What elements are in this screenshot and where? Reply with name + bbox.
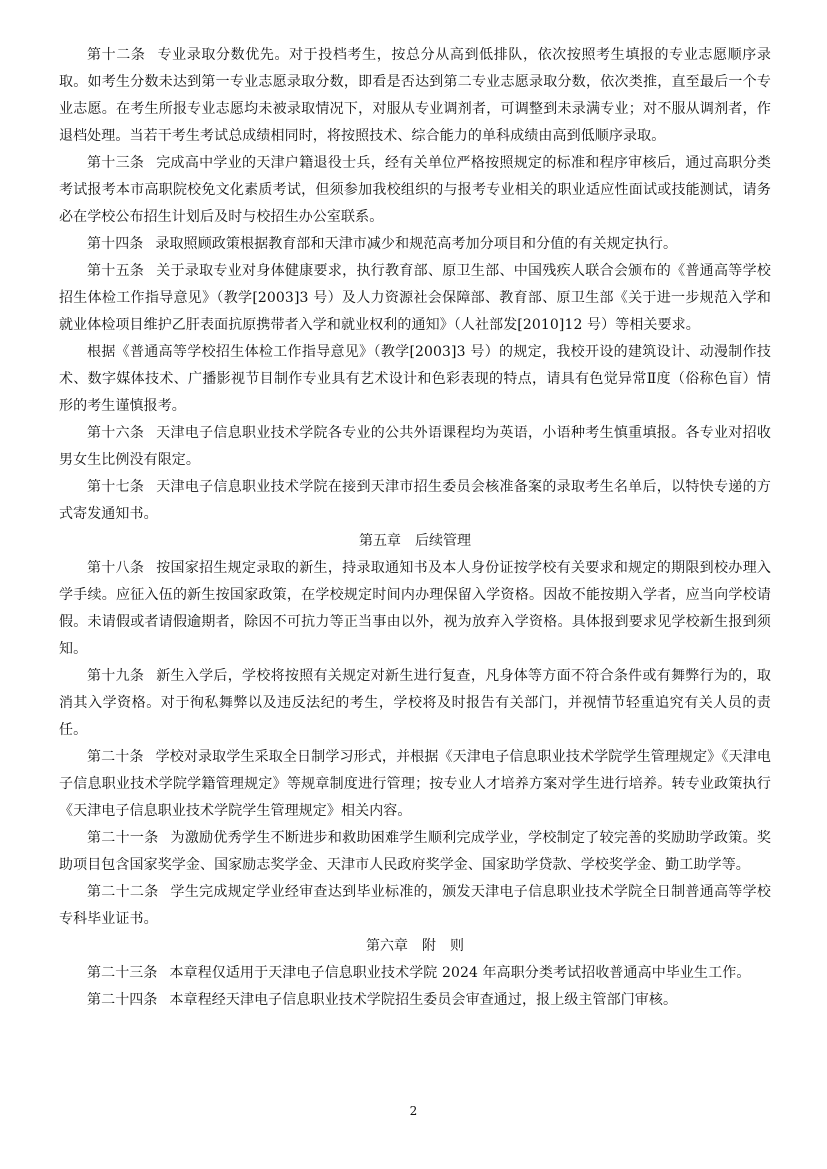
article-number: 第十四条 [87,236,144,252]
page-number: 2 [409,1104,418,1118]
article-paragraph [59,825,771,879]
article-number: 第十六条 [87,425,145,441]
article-text: 关于录取专业对身体健康要求，执行教育部、原卫生部、中国残疾人联合会颁布的《普通高等学校招生体检工作指导意见》（教学[2003]3 号）及人力资源社会保障部、教育部、原卫生部《关于进一步规范入学和就业体检项目维护乙肝表面抗原携带者入学和就业权利的通知》（人社部发[2010]12 号）等相关要求。 [59,263,771,333]
articles-section-b [59,555,771,933]
article-paragraph [59,420,771,474]
chapter-6-heading: 第六章 附 则 [366,938,464,954]
article-paragraph [59,960,771,987]
article-number: 第十五条 [87,263,145,279]
article-text: 天津电子信息职业技术学院各专业的公共外语课程均为英语，小语种考生慎重填报。各专业对招收男女生比例没有限定。 [59,425,771,468]
article-text: 按国家招生规定录取的新生，持录取通知书及本人身份证按学校有关要求和规定的期限到校办理入学手续。应征入伍的新生按国家政策，在学校规定时间内办理保留入学资格。因故不能按期入学者，应当向学校请假。未请假或者请假逾期者，除因不可抗力等正当事由以外，视为放弃入学资格。具体报到要求见学校新生报到须知。 [59,560,771,657]
articles-section-a [59,42,771,528]
article-paragraph [59,258,771,339]
article-text: 本章程仅适用于天津电子信息职业技术学院 2024 年高职分类考试招收普通高中毕业生工作。 [169,965,751,981]
article-text: 天津电子信息职业技术学院在接到天津市招生委员会核准备案的录取考生名单后，以特快专递的方式寄发通知书。 [59,479,771,522]
article-number: 第二十二条 [87,884,159,900]
article-text: 学校对录取学生采取全日制学习形式，并根据《天津电子信息职业技术学院学生管理规定》《天津电子信息职业技术学院学籍管理规定》等规章制度进行管理；按专业人才培养方案对学生进行培养。转专业政策执行《天津电子信息职业技术学院学生管理规定》相关内容。 [59,749,771,819]
article-number: 第十三条 [87,155,145,171]
article-number: 第二十条 [87,749,144,765]
article-paragraph [59,987,771,1014]
articles-section-c [59,960,771,1014]
article-paragraph [59,555,771,663]
article-paragraph [59,879,771,933]
article-paragraph [59,663,771,744]
article-text: 专业录取分数优先。对于投档考生，按总分从高到低排队，依次按照考生填报的专业志愿顺序录取。如考生分数未达到第一专业志愿录取分数，即看是否达到第二专业志愿录取分数，依次类推，直至最后一个专业志愿。在考生所报专业志愿均未被录取情况下，对服从专业调剂者，可调整到未录满专业；对不服从调剂者，作退档处理。当若干考生考试总成绩相同时，将按照技术、综合能力的单科成绩由高到低顺序录取。 [59,47,771,144]
article-paragraph [59,150,771,231]
document-body [59,42,771,1014]
article-text: 学生完成规定学业经审查达到毕业标准的，颁发天津电子信息职业技术学院全日制普通高等学校专科毕业证书。 [59,884,771,927]
article-text: 根据《普通高等学校招生体检工作指导意见》（教学[2003]3 号）的规定，我校开设的建筑设计、动漫制作技术、数字媒体技术、广播影视节目制作专业具有艺术设计和色彩表现的特点，请具有色觉异常Ⅱ度（俗称色盲）情形的考生谨慎报考。 [59,344,771,414]
article-paragraph [59,42,771,150]
article-number: 第十七条 [87,479,145,495]
article-number: 第二十四条 [87,992,158,1008]
article-text: 新生入学后，学校将按照有关规定对新生进行复查，凡身体等方面不符合条件或有舞弊行为的，取消其入学资格。对于徇私舞弊以及违反法纪的考生，学校将及时报告有关部门，并视情节轻重追究有关人员的责任。 [59,668,771,738]
article-number: 第十九条 [87,668,145,684]
article-text: 完成高中学业的天津户籍退役士兵，经有关单位严格按照规定的标准和程序审核后，通过高职分类考试报考本市高职院校免文化素质考试，但须参加我校组织的与报考专业相关的职业适应性面试或技能测试，请务必在学校公布招生计划后及时与校招生办公室联系。 [59,155,771,225]
article-number: 第二十三条 [87,965,158,981]
chapter-5-heading: 第五章 后续管理 [359,533,471,549]
article-paragraph [59,744,771,825]
article-paragraph [59,474,771,528]
article-paragraph [59,231,771,258]
article-number: 第十八条 [87,560,145,576]
article-text: 本章程经天津电子信息职业技术学院招生委员会审查通过，报上级主管部门审核。 [169,992,678,1008]
article-text: 录取照顾政策根据教育部和天津市减少和规范高考加分项目和分值的有关规定执行。 [155,236,678,252]
article-paragraph [59,339,771,420]
article-number: 第二十一条 [87,830,159,846]
article-text: 为激励优秀学生不断进步和救助困难学生顺利完成学业，学校制定了较完善的奖励助学政策。奖助项目包含国家奖学金、国家励志奖学金、天津市人民政府奖学金、国家助学贷款、学校奖学金、勤工助学等。 [59,830,771,873]
article-number: 第十二条 [87,47,146,63]
